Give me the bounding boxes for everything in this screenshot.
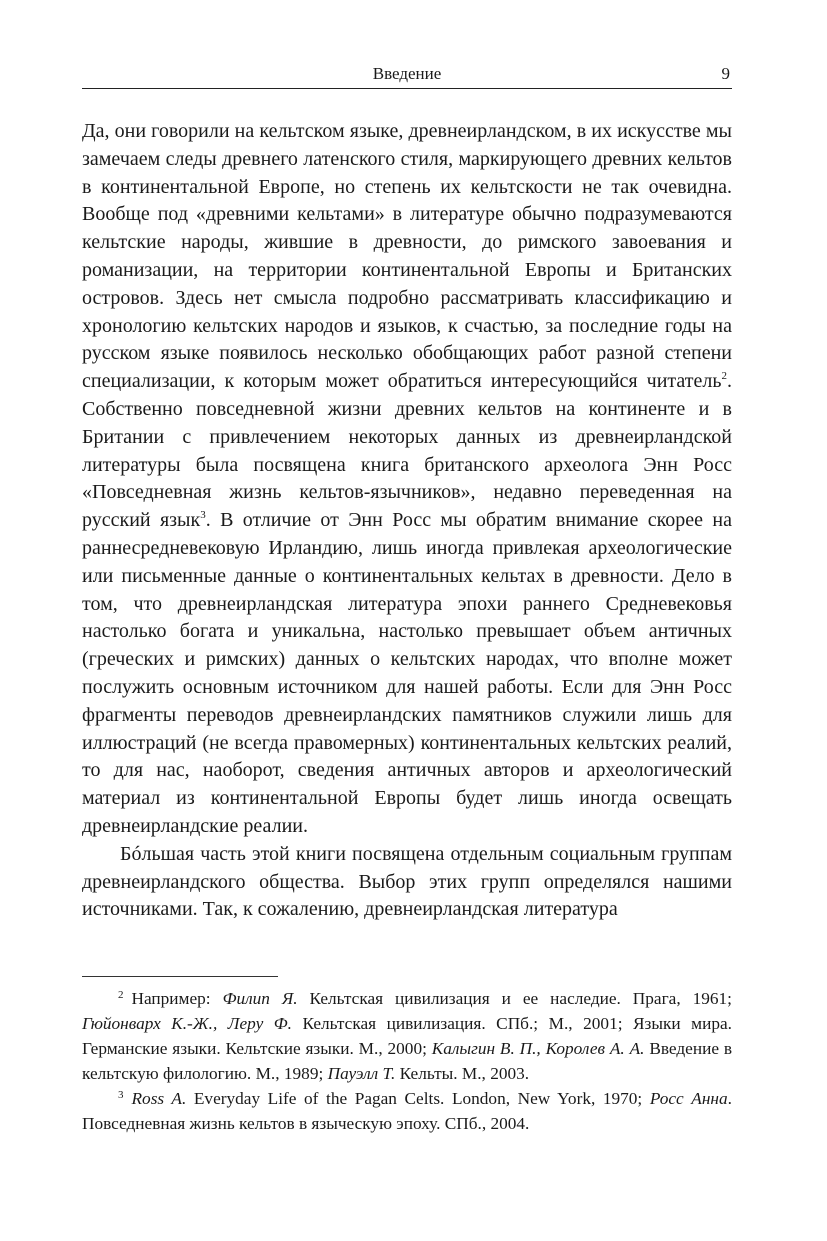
- footnote-author: Росс Анна: [649, 1089, 728, 1108]
- paragraph-text: Да, они говорили на кельтском языке, древнеирландском, в их искусстве мы замечаем следы древнего латенского стиля, маркирующего древних кельтов в континентальной Европе, но степень их кельтскости не так очевидна. Вообще под «древними кельтами» в литературе обычно подразумеваются кельтские народы, жившие в древности, до римского завоевания и романизации, на территории континентальной Европы и Британских островов. Здесь нет смысла подробно рассматривать классификацию и хронологию кельтских народов и языков, к счастью, за последние годы на русском языке появилось несколько обобщающих работ разной степени специализации, к которым может обратиться интересующийся читатель: [82, 120, 732, 393]
- footnote-text: Everyday Life of the Pagan Celts. London, New York, 1970;: [186, 1089, 650, 1108]
- footnote-text: Введение в кельтскую филологию. М., 1989;: [82, 1039, 732, 1083]
- footnote-number: 2: [118, 989, 124, 1001]
- footnote-text: Например:: [131, 989, 223, 1008]
- running-head: [82, 64, 732, 89]
- footnote-author: Филип Я.: [222, 989, 298, 1008]
- paragraph: [82, 118, 732, 841]
- footnote-text: . Повседневная жизнь кельтов в языческую эпоху. СПб., 2004.: [82, 1089, 732, 1133]
- footnote-ref[interactable]: 3: [200, 509, 206, 522]
- footnote-author: Калыгин В. П., Королев А. А.: [431, 1039, 645, 1058]
- footnote-text: Кельтская цивилизация и ее наследие. Прага, 1961;: [297, 989, 732, 1008]
- footnote: [82, 986, 732, 1086]
- paragraph-text: . В отличие от Энн Росс мы обратим внимание скорее на раннесредневековую Ирландию, лишь иногда привлекая археологические или письменные данные о континентальных кельтах в древности. Дело в том, что древнеирландская литература эпохи раннего Средневековья настолько богата и уникальна, настолько превышает объем античных (греческих и римских) данных о кельтских народах, что вполне может послужить основным источником для нашей работы. Если для Энн Росс фрагменты переводов древнеирландских памятников служили лишь для иллюстраций (не всегда правомерных) континентальных кельтских реалий, то для нас, наоборот, сведения античных авторов и археологический материал из континентальной Европы будет лишь иногда освещать древнеирландские реалии.: [82, 509, 732, 837]
- footnote-author: Гюйонварх К.-Ж., Леру Ф.: [82, 1014, 292, 1033]
- footnote-ref[interactable]: 2: [721, 370, 727, 383]
- footnote-number: 3: [118, 1089, 124, 1101]
- footnote-author: Ross A.: [131, 1089, 187, 1108]
- footnote-text: Кельты. М., 2003.: [395, 1064, 530, 1083]
- footnotes: [82, 986, 732, 1136]
- chapter-title: Введение: [372, 64, 442, 83]
- footnote: [82, 1086, 732, 1136]
- footnote-author: Пауэлл Т.: [327, 1064, 396, 1083]
- page-number: 9: [721, 64, 730, 83]
- paragraph: Бóльшая часть этой книги посвящена отдельным социальным группам древнеирландского общества. Выбор этих групп определялся нашими источниками. Так, к сожалению, древнеирландская литература: [82, 842, 732, 921]
- footnote-text: Кельтская цивилизация. СПб.; М., 2001; Языки мира. Германские языки. Кельтские языки. М., 2000;: [82, 1014, 732, 1058]
- paragraph-text: . Собственно повседневной жизни древних кельтов на континенте и в Британии с привлечением некоторых данных из древнеирландской литературы была посвящена книга британского археолога Энн Росс «Повседневная жизнь кельтов-язычников», недавно переведенная на русский язык: [82, 370, 732, 532]
- footnote-divider: [82, 976, 278, 977]
- main-text: [82, 118, 732, 924]
